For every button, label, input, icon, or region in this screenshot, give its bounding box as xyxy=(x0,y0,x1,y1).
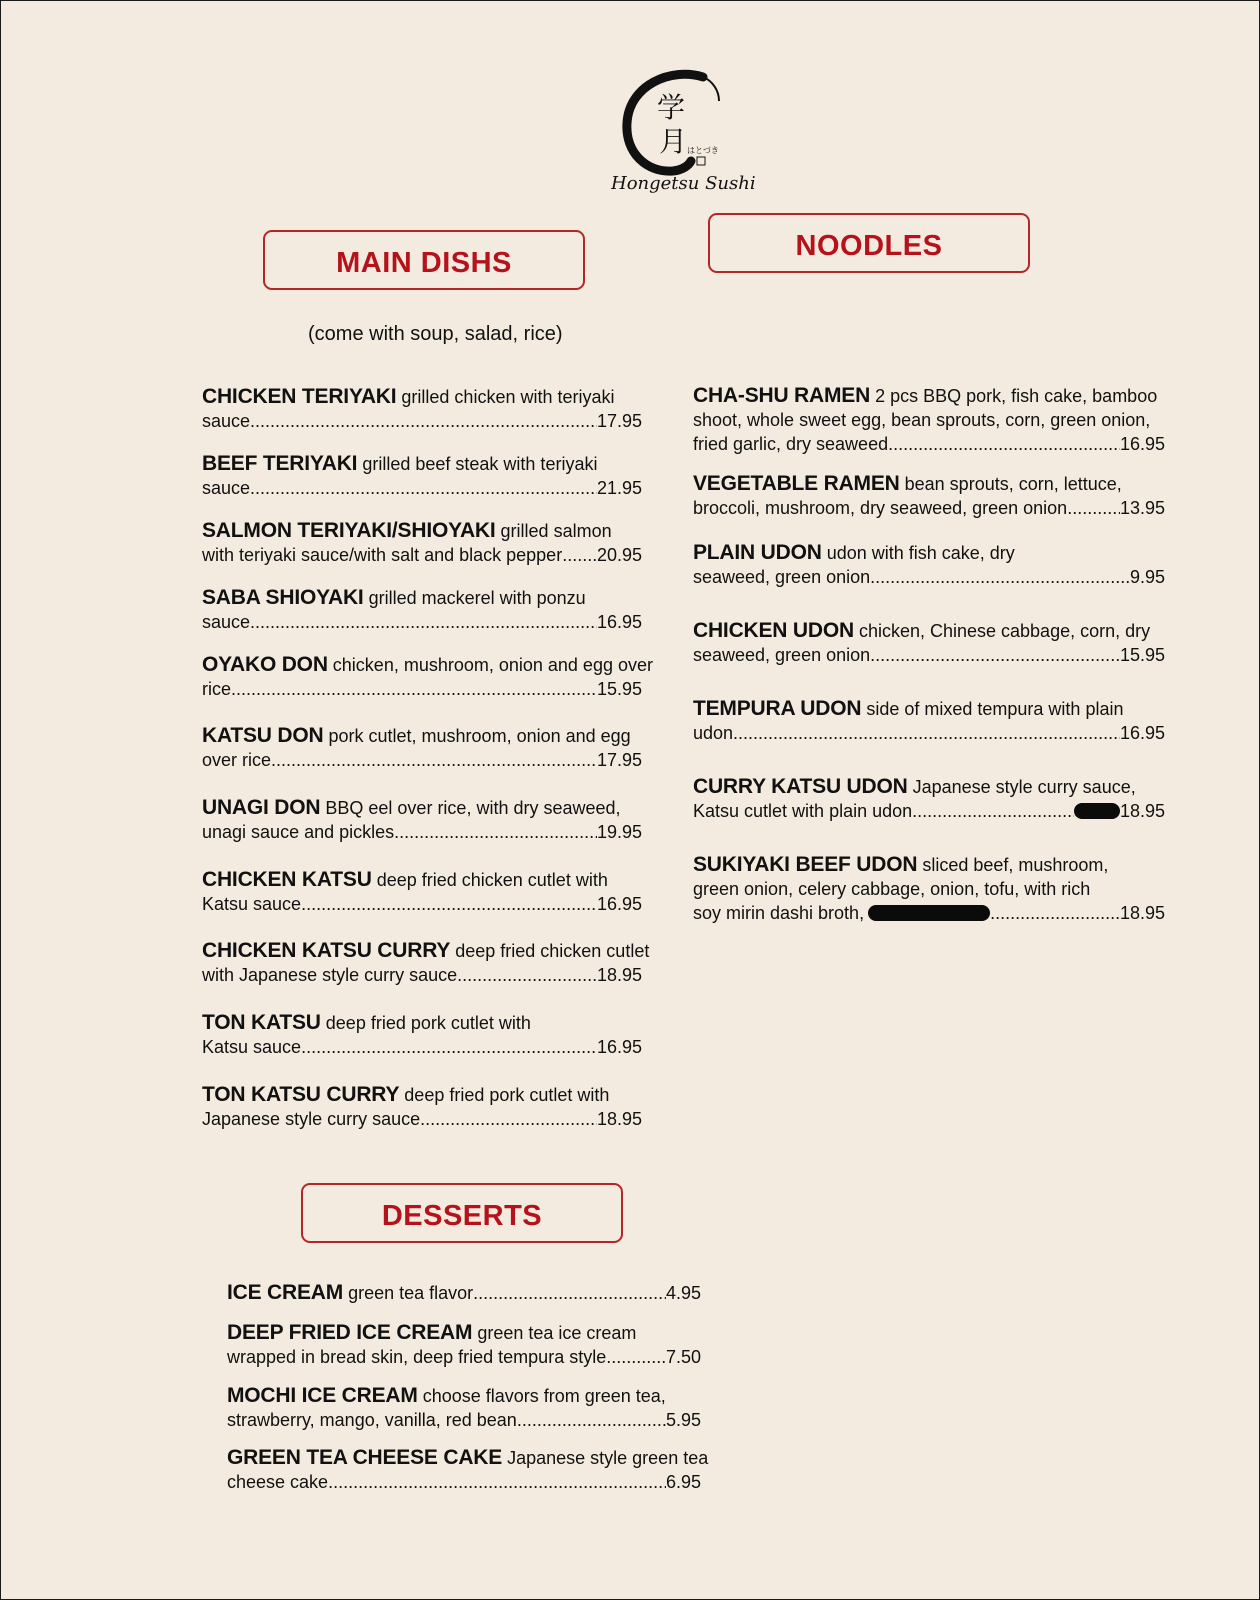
item-price: 16.95 xyxy=(1119,723,1165,743)
item-name: SUKIYAKI BEEF UDON xyxy=(693,853,918,876)
menu-item xyxy=(693,472,1165,520)
item-price-line xyxy=(202,476,642,500)
item-description: grilled beef steak with teriyaki xyxy=(362,454,598,474)
item-first-line xyxy=(693,472,1165,496)
item-price-line xyxy=(202,748,642,772)
item-name: VEGETABLE RAMEN xyxy=(693,472,900,495)
menu-item xyxy=(693,853,1165,925)
item-name: CHICKEN KATSU xyxy=(202,868,372,891)
main-dishes-title: MAIN DISHS xyxy=(336,246,512,279)
item-name: OYAKO DON xyxy=(202,653,328,676)
item-price: 13.95 xyxy=(1119,498,1165,518)
item-price-line xyxy=(693,721,1165,745)
dot-leader xyxy=(328,1470,666,1494)
item-price-line xyxy=(693,565,1165,589)
desserts-header xyxy=(301,1183,623,1243)
menu-item xyxy=(202,586,642,634)
item-description: bean sprouts, corn, lettuce, xyxy=(904,474,1122,494)
item-first-line xyxy=(693,697,1165,721)
redacted-text xyxy=(1074,803,1120,819)
menu-item xyxy=(202,385,642,433)
noodles-header xyxy=(708,213,1030,273)
dot-leader xyxy=(457,963,597,987)
item-name: CURRY KATSU UDON xyxy=(693,775,908,798)
item-name: BEEF TERIYAKI xyxy=(202,452,358,475)
dot-leader xyxy=(231,677,597,701)
item-name: UNAGI DON xyxy=(202,796,321,819)
item-price-line xyxy=(202,677,642,701)
item-first-line xyxy=(693,384,1165,408)
item-first-line xyxy=(202,1011,642,1035)
item-description: 2 pcs BBQ pork, fish cake, bamboo xyxy=(875,386,1158,406)
item-price: 16.95 xyxy=(596,612,642,632)
dot-leader xyxy=(250,610,597,634)
item-price-line xyxy=(227,1470,701,1494)
item-price: 18.95 xyxy=(1119,801,1165,821)
item-price: 9.95 xyxy=(1129,567,1165,587)
menu-item xyxy=(693,697,1165,745)
item-price: 5.95 xyxy=(665,1410,701,1430)
menu-item xyxy=(693,541,1165,589)
menu-item xyxy=(693,619,1165,667)
dot-leader xyxy=(912,799,1074,823)
item-first-line xyxy=(202,452,642,476)
dot-leader xyxy=(870,643,1120,667)
menu-item xyxy=(202,1083,642,1131)
item-description: Japanese style curry sauce, xyxy=(912,777,1136,797)
item-description: grilled chicken with teriyaki xyxy=(401,387,615,407)
item-price: 20.95 xyxy=(596,545,642,565)
item-description-end: Katsu sauce xyxy=(202,894,302,914)
item-price-line xyxy=(227,1281,701,1305)
item-price-line xyxy=(693,643,1165,667)
item-price: 18.95 xyxy=(596,1109,642,1129)
svg-text:学: 学 xyxy=(657,91,686,124)
item-description: deep fried chicken cutlet xyxy=(455,941,650,961)
menu-item xyxy=(693,775,1165,823)
svg-text:月: 月 xyxy=(659,125,688,158)
menu-item xyxy=(227,1446,709,1494)
item-first-line xyxy=(693,619,1165,643)
item-description-end: Katsu cutlet with plain udon xyxy=(693,801,913,821)
item-first-line xyxy=(227,1384,701,1408)
menu-item xyxy=(227,1384,701,1432)
dot-leader xyxy=(733,721,1120,745)
item-first-line xyxy=(202,385,642,409)
item-price: 16.95 xyxy=(596,894,642,914)
item-price-line xyxy=(693,901,1165,925)
item-name: CHICKEN UDON xyxy=(693,619,854,642)
main-dishes-header xyxy=(263,230,585,290)
item-price: 7.50 xyxy=(665,1347,701,1367)
item-price: 18.95 xyxy=(596,965,642,985)
item-description: Japanese style green tea xyxy=(507,1448,709,1468)
item-description-end: with Japanese style curry sauce xyxy=(202,965,458,985)
item-description-end: Japanese style curry sauce xyxy=(202,1109,421,1129)
menu-item xyxy=(227,1281,701,1305)
dot-leader xyxy=(250,476,597,500)
item-name: DEEP FRIED ICE CREAM xyxy=(227,1321,473,1344)
menu-item xyxy=(202,519,642,567)
item-description-end: rice xyxy=(202,679,232,699)
item-description: udon with fish cake, dry xyxy=(826,543,1015,563)
item-price-line xyxy=(227,1408,701,1432)
menu-item xyxy=(202,1011,642,1059)
item-price-line xyxy=(227,1345,701,1369)
item-price-line xyxy=(693,799,1165,823)
item-price-line xyxy=(202,820,642,844)
item-description-end: seaweed, green onion xyxy=(693,645,871,665)
item-name: ICE CREAM xyxy=(227,1281,344,1304)
item-description-end: wrapped in bread skin, deep fried tempura style xyxy=(227,1347,607,1367)
item-description: sliced beef, mushroom, xyxy=(922,855,1109,875)
item-description: deep fried pork cutlet with xyxy=(404,1085,610,1105)
item-description-end: fried garlic, dry seaweed xyxy=(693,434,889,454)
item-name: KATSU DON xyxy=(202,724,324,747)
item-price-line xyxy=(202,963,642,987)
dot-leader xyxy=(420,1107,597,1131)
item-first-line xyxy=(693,853,1165,877)
logo-wordmark: Hongetsu Sushi xyxy=(611,173,756,194)
dot-leader xyxy=(870,565,1130,589)
item-price-line xyxy=(202,1107,642,1131)
item-first-line xyxy=(202,653,653,677)
item-price: 17.95 xyxy=(596,750,642,770)
item-name: SALMON TERIYAKI/SHIOYAKI xyxy=(202,519,496,542)
item-price: 6.95 xyxy=(665,1472,701,1492)
item-description: BBQ eel over rice, with dry seaweed, xyxy=(325,798,621,818)
item-price-line xyxy=(202,1035,642,1059)
item-description-end: seaweed, green onion xyxy=(693,567,871,587)
item-description: pork cutlet, mushroom, onion and egg xyxy=(328,726,631,746)
item-first-line xyxy=(202,868,642,892)
item-price-line xyxy=(202,409,642,433)
item-price: 18.95 xyxy=(1119,903,1165,923)
item-price: 4.95 xyxy=(665,1283,701,1303)
dot-leader xyxy=(606,1345,666,1369)
dot-leader xyxy=(301,892,597,916)
dot-leader xyxy=(990,901,1120,925)
dot-leader xyxy=(271,748,597,772)
dot-leader xyxy=(517,1408,666,1432)
item-price-line xyxy=(693,496,1165,520)
item-price: 17.95 xyxy=(596,411,642,431)
item-first-line xyxy=(227,1321,701,1345)
item-description-end: sauce xyxy=(202,612,251,632)
item-name: SABA SHIOYAKI xyxy=(202,586,364,609)
item-description-end: sauce xyxy=(202,411,251,431)
item-price-line xyxy=(693,432,1165,456)
item-first-line xyxy=(202,586,642,610)
item-description-end: Katsu sauce xyxy=(202,1037,302,1057)
item-first-line xyxy=(227,1446,709,1470)
item-description: choose flavors from green tea, xyxy=(422,1386,666,1406)
item-description-end: cheese cake xyxy=(227,1472,329,1492)
menu-item xyxy=(227,1321,701,1369)
main-dishes-note: (come with soup, salad, rice) xyxy=(308,323,563,345)
item-name: CHA-SHU RAMEN xyxy=(693,384,871,407)
item-price: 21.95 xyxy=(596,478,642,498)
item-description: green tea ice cream xyxy=(477,1323,637,1343)
item-name: GREEN TEA CHEESE CAKE xyxy=(227,1446,503,1469)
item-first-line xyxy=(227,1281,473,1305)
dot-leader xyxy=(250,409,597,433)
item-description: deep fried chicken cutlet with xyxy=(376,870,608,890)
item-description-end: udon xyxy=(693,723,734,743)
item-first-line xyxy=(202,724,642,748)
dot-leader xyxy=(562,543,597,567)
menu-item xyxy=(202,724,642,772)
noodles-title: NOODLES xyxy=(795,229,943,262)
item-description-end: unagi sauce and pickles xyxy=(202,822,395,842)
item-price: 15.95 xyxy=(596,679,642,699)
menu-item xyxy=(202,868,642,916)
item-description-end: strawberry, mango, vanilla, red bean xyxy=(227,1410,517,1430)
dot-leader xyxy=(473,1281,666,1305)
item-description: green tea flavor xyxy=(348,1283,474,1303)
item-description: grilled salmon xyxy=(500,521,612,541)
dot-leader xyxy=(888,432,1120,456)
item-price: 16.95 xyxy=(1119,434,1165,454)
item-price: 15.95 xyxy=(1119,645,1165,665)
svg-text:はとづき: はとづき xyxy=(687,146,719,155)
item-description-end: with teriyaki sauce/with salt and black pepper xyxy=(202,545,563,565)
item-description-line: shoot, whole sweet egg, bean sprouts, corn, green onion, xyxy=(693,410,1151,430)
item-first-line xyxy=(693,775,1165,799)
item-first-line xyxy=(202,519,642,543)
item-name: CHICKEN KATSU CURRY xyxy=(202,939,451,962)
item-first-line xyxy=(202,796,642,820)
redacted-text xyxy=(868,905,990,921)
dot-leader xyxy=(394,820,597,844)
item-description-end: sauce xyxy=(202,478,251,498)
desserts-title: DESSERTS xyxy=(381,1199,543,1232)
item-description-line: green onion, celery cabbage, onion, tofu, with rich xyxy=(693,879,1091,899)
menu-item xyxy=(202,653,653,701)
item-description: chicken, Chinese cabbage, corn, dry xyxy=(858,621,1151,641)
item-description-end: broccoli, mushroom, dry seaweed, green onion xyxy=(693,498,1068,518)
dot-leader xyxy=(1067,496,1120,520)
item-name: TEMPURA UDON xyxy=(693,697,862,720)
item-name: TON KATSU CURRY xyxy=(202,1083,400,1106)
item-description-end: over rice xyxy=(202,750,272,770)
item-name: CHICKEN TERIYAKI xyxy=(202,385,397,408)
restaurant-logo xyxy=(611,65,771,201)
menu-item xyxy=(202,796,642,844)
item-description: side of mixed tempura with plain xyxy=(866,699,1124,719)
item-price-line xyxy=(202,610,642,634)
item-first-line xyxy=(202,939,650,963)
menu-item xyxy=(202,452,642,500)
menu-item xyxy=(693,384,1165,456)
item-first-line xyxy=(693,541,1165,565)
item-description: deep fried pork cutlet with xyxy=(325,1013,531,1033)
item-name: MOCHI ICE CREAM xyxy=(227,1384,418,1407)
item-name: TON KATSU xyxy=(202,1011,321,1034)
item-description: grilled mackerel with ponzu xyxy=(368,588,586,608)
item-name: PLAIN UDON xyxy=(693,541,822,564)
item-description-end: soy mirin dashi broth, xyxy=(693,903,865,923)
item-first-line xyxy=(202,1083,642,1107)
item-price: 19.95 xyxy=(596,822,642,842)
menu-item xyxy=(202,939,650,987)
item-price: 16.95 xyxy=(596,1037,642,1057)
item-price-line xyxy=(202,543,642,567)
logo-mark-icon xyxy=(611,65,771,201)
item-price-line xyxy=(202,892,642,916)
dot-leader xyxy=(301,1035,597,1059)
item-description: chicken, mushroom, onion and egg over xyxy=(332,655,653,675)
